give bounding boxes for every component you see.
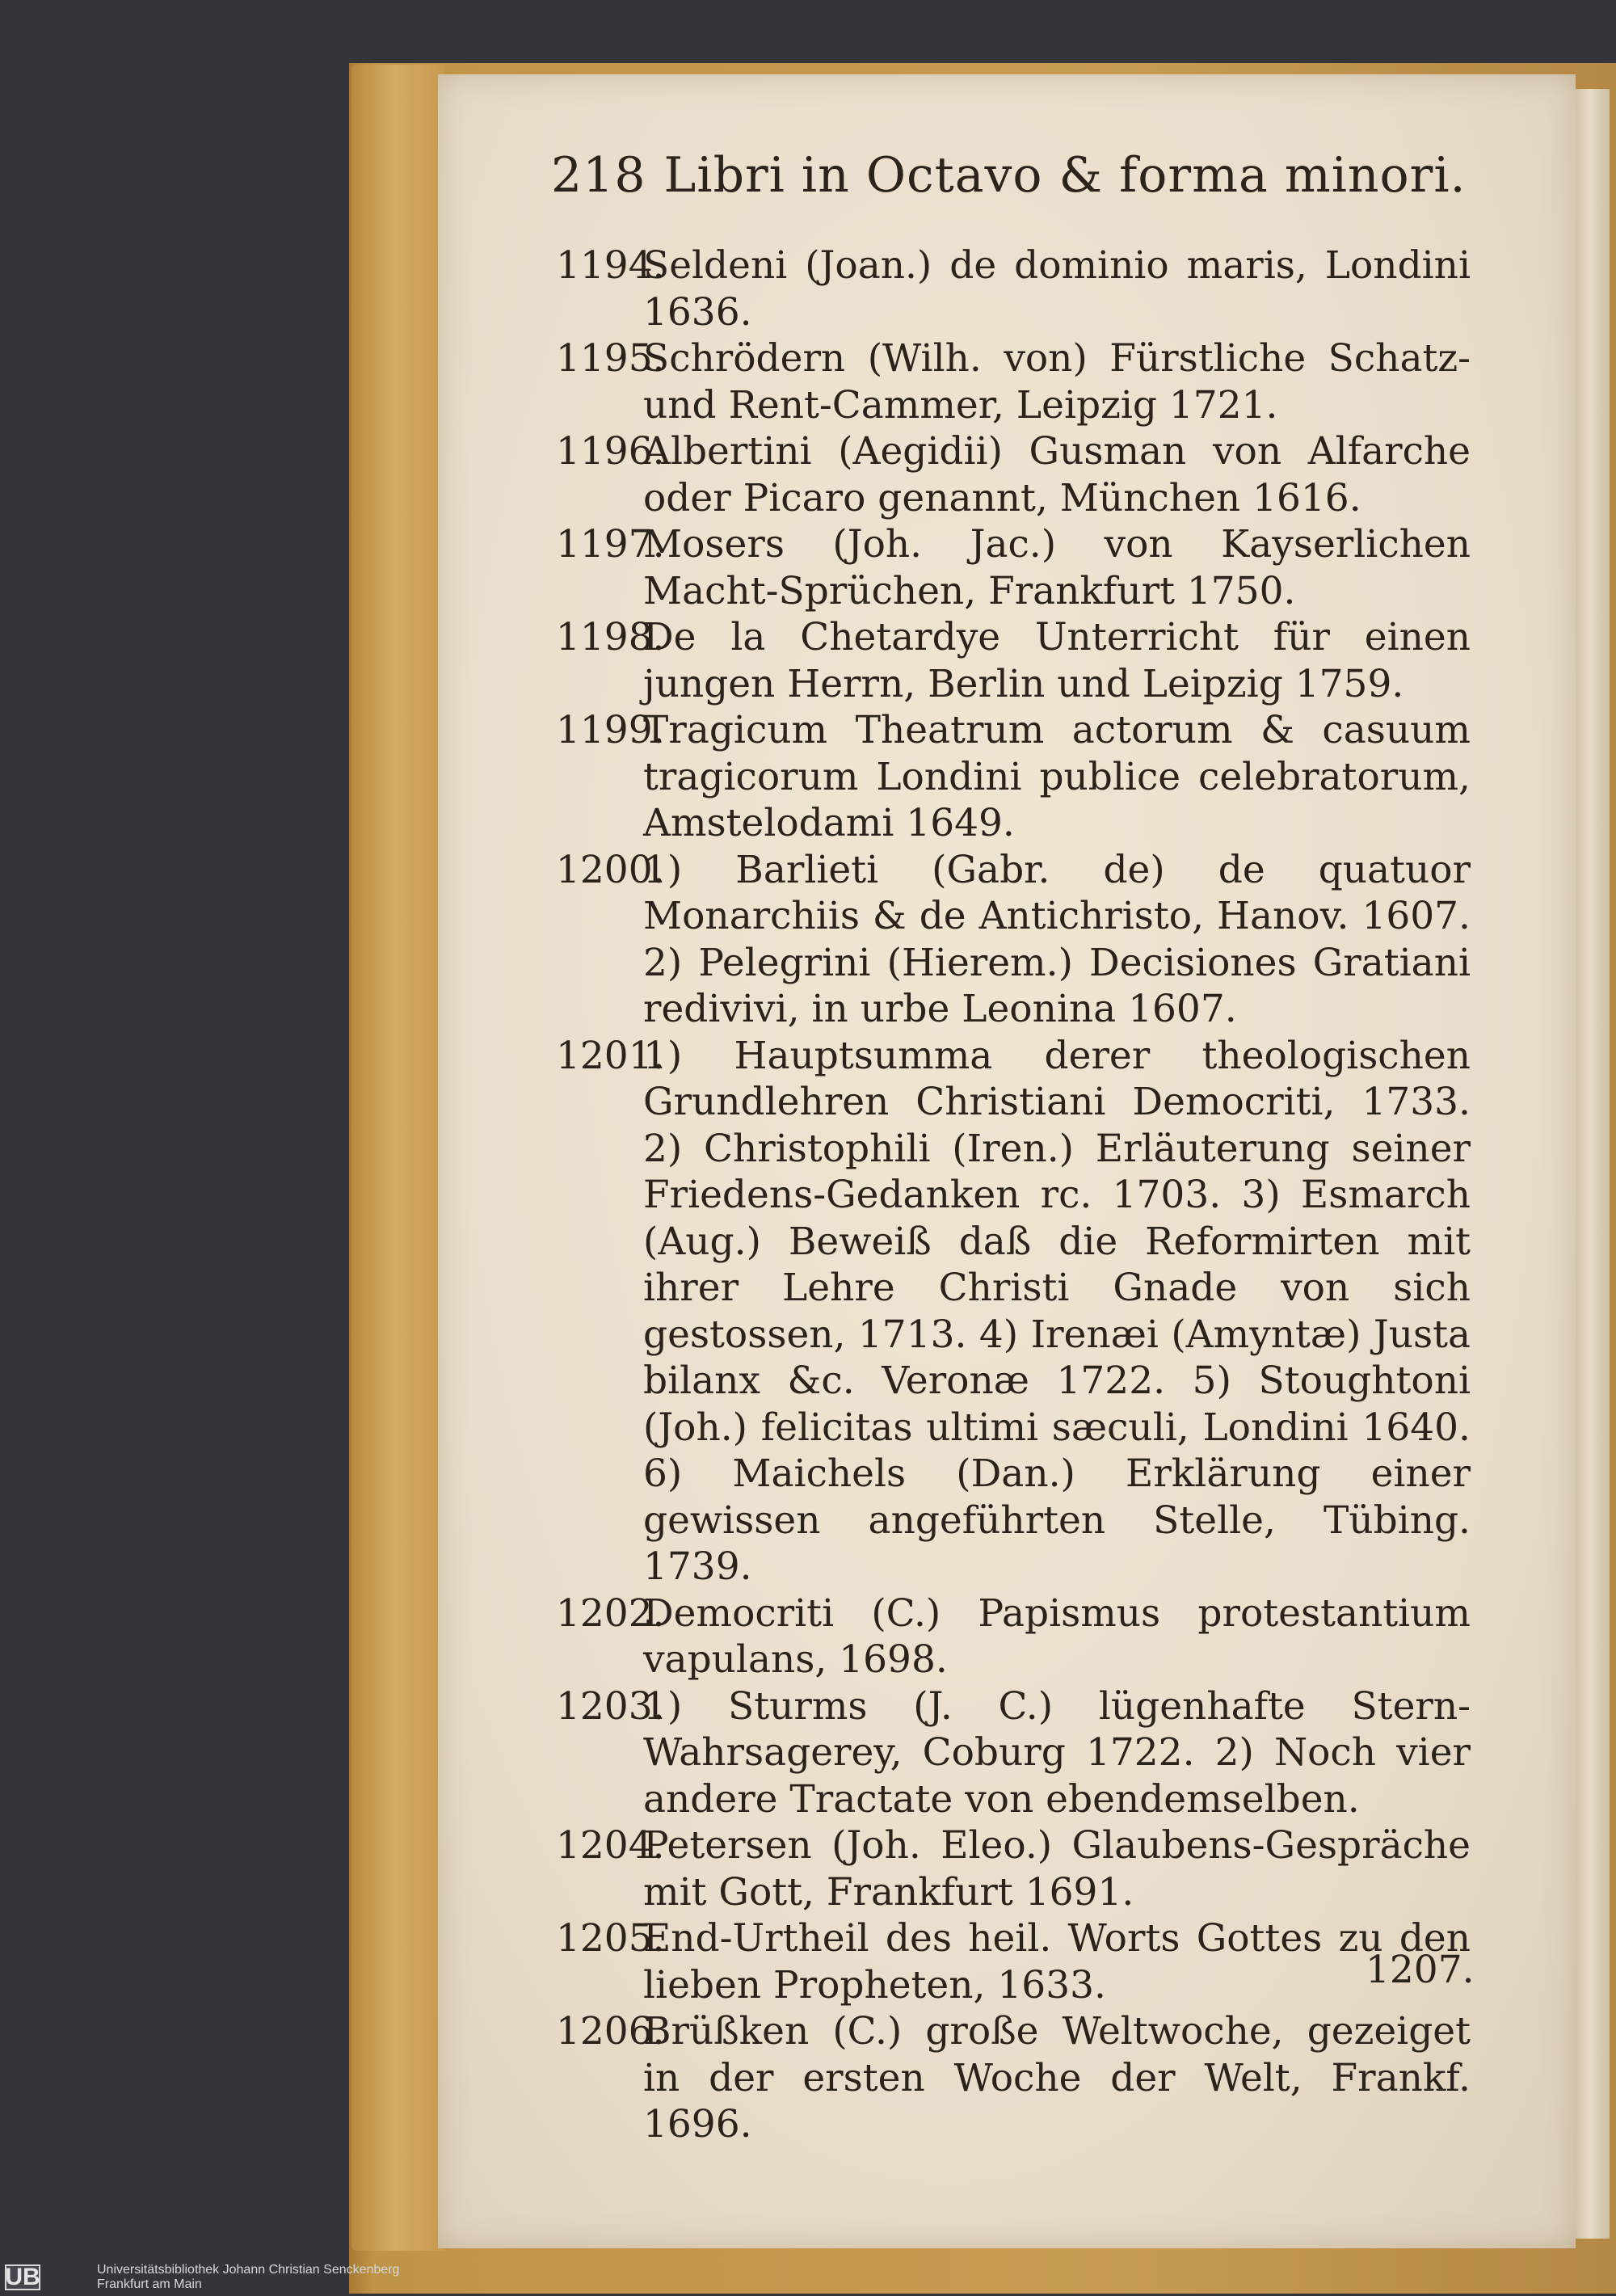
catalog-entry xyxy=(556,335,1471,428)
entry-number: 1206. xyxy=(556,2009,665,2054)
catchword: 1207. xyxy=(1366,1948,1475,1992)
entry-text: Brüßken (C.) große Weltwoche, gezeiget in der ersten Woche der Welt, Frankf. 1696. xyxy=(643,2009,1471,2146)
entry-number: 1199. xyxy=(556,708,665,752)
catalog-entry xyxy=(556,1822,1471,1915)
catalog-entry xyxy=(556,1590,1471,1683)
entry-text: Petersen (Joh. Eleo.) Glaubens-Gespräche mit Gott, Frankfurt 1691. xyxy=(643,1823,1471,1915)
entry-number: 1198. xyxy=(556,615,665,659)
catalog-entry xyxy=(556,707,1471,847)
entry-text: De la Chetardye Unterricht für einen jungen Herrn, Berlin und Leipzig 1759. xyxy=(643,615,1471,706)
entry-text: Mosers (Joh. Jac.) von Kayserlichen Macht-Sprüchen, Frankfurt 1750. xyxy=(643,522,1471,613)
institution-name: Universitätsbibliothek Johann Christian Senckenberg xyxy=(97,2263,400,2277)
entry-text: 1) Sturms (J. C.) lügenhafte Stern-Wahrsagerey, Coburg 1722. 2) Noch vier andere Tractate von ebendemselben. xyxy=(643,1683,1471,1822)
catalog-entry xyxy=(556,242,1471,335)
catalog-entries xyxy=(556,242,1475,2148)
entry-text: Seldeni (Joan.) de dominio maris, Londini 1636. xyxy=(643,243,1471,335)
catalog-entry xyxy=(556,428,1471,521)
entry-number: 1204. xyxy=(556,1823,665,1868)
catalog-entry xyxy=(556,847,1471,1033)
entry-number: 1196. xyxy=(556,429,665,474)
entry-number: 1203. xyxy=(556,1683,665,1729)
entry-number: 1195. xyxy=(556,336,665,381)
catalog-entry xyxy=(556,521,1471,614)
entry-text: Schrödern (Wilh. von) Fürstliche Schatz- und Rent-Cammer, Leipzig 1721. xyxy=(643,336,1471,428)
entry-number: 1197. xyxy=(556,522,665,567)
catalog-entry xyxy=(556,614,1471,707)
page-header xyxy=(551,147,1561,204)
entry-text: 1) Hauptsumma derer theologischen Grundlehren Christiani Democriti, 1733. 2) Christophili (Iren.) Erläuterung seiner Friedens-Gedanken rc. 1703. 3) Esmarch (Aug.) Beweiß daß die Reformirten mit ihrer Lehre Christi Gnade von sich gestossen, 1713. 4) Irenæi (Amyntæ) Justa bilanx &c. Veronæ 1722. 5) Stoughtoni (Joh.) felicitas ultimi sæculi, Londini 1640. 6) Maichels (Dan.) Erklärung einer gewissen angeführten Stelle, Tübing. 1739. xyxy=(643,1033,1471,1589)
catalog-entry xyxy=(556,1915,1475,2008)
institution-city: Frankfurt am Main xyxy=(97,2277,202,2291)
entry-number: 1200. xyxy=(556,847,665,892)
page-number: 218 xyxy=(551,147,646,204)
catalog-entry xyxy=(556,1683,1471,1823)
entry-number: 1194. xyxy=(556,243,665,288)
page-stack-edge xyxy=(1576,89,1610,2239)
book-cover-edge xyxy=(351,65,444,2251)
entry-number: 1201. xyxy=(556,1033,665,1078)
entry-number: 1202. xyxy=(556,1590,665,1636)
logo-icon xyxy=(5,2264,40,2290)
entry-text: Democriti (C.) Papismus protestantium vapulans, 1698. xyxy=(643,1590,1471,1682)
catalog-entry xyxy=(556,2008,1471,2148)
library-logo xyxy=(5,2263,94,2292)
catalog-entry xyxy=(556,1033,1471,1590)
institution-credit xyxy=(97,2263,399,2292)
entry-text: 1) Barlieti (Gabr. de) de quatuor Monarchiis & de Antichristo, Hanov. 1607. 2) Pelegrini (Hierem.) Decisiones Gratiani redivivi, in urbe Leonina 1607. xyxy=(643,847,1471,1031)
logo-mark: UB xyxy=(5,2264,40,2290)
entry-number: 1205. xyxy=(556,1916,665,1961)
running-head: Libri in Octavo & forma minori. xyxy=(663,147,1467,204)
entry-text: Albertini (Aegidii) Gusman von Alfarche oder Picaro genannt, München 1616. xyxy=(643,429,1471,520)
entry-text: End-Urtheil des heil. Worts Gottes zu den lieben Propheten, 1633. xyxy=(643,1916,1471,2007)
entry-text: Tragicum Theatrum actorum & casuum tragicorum Londini publice celebratorum, Amstelodami 1649. xyxy=(643,708,1471,845)
